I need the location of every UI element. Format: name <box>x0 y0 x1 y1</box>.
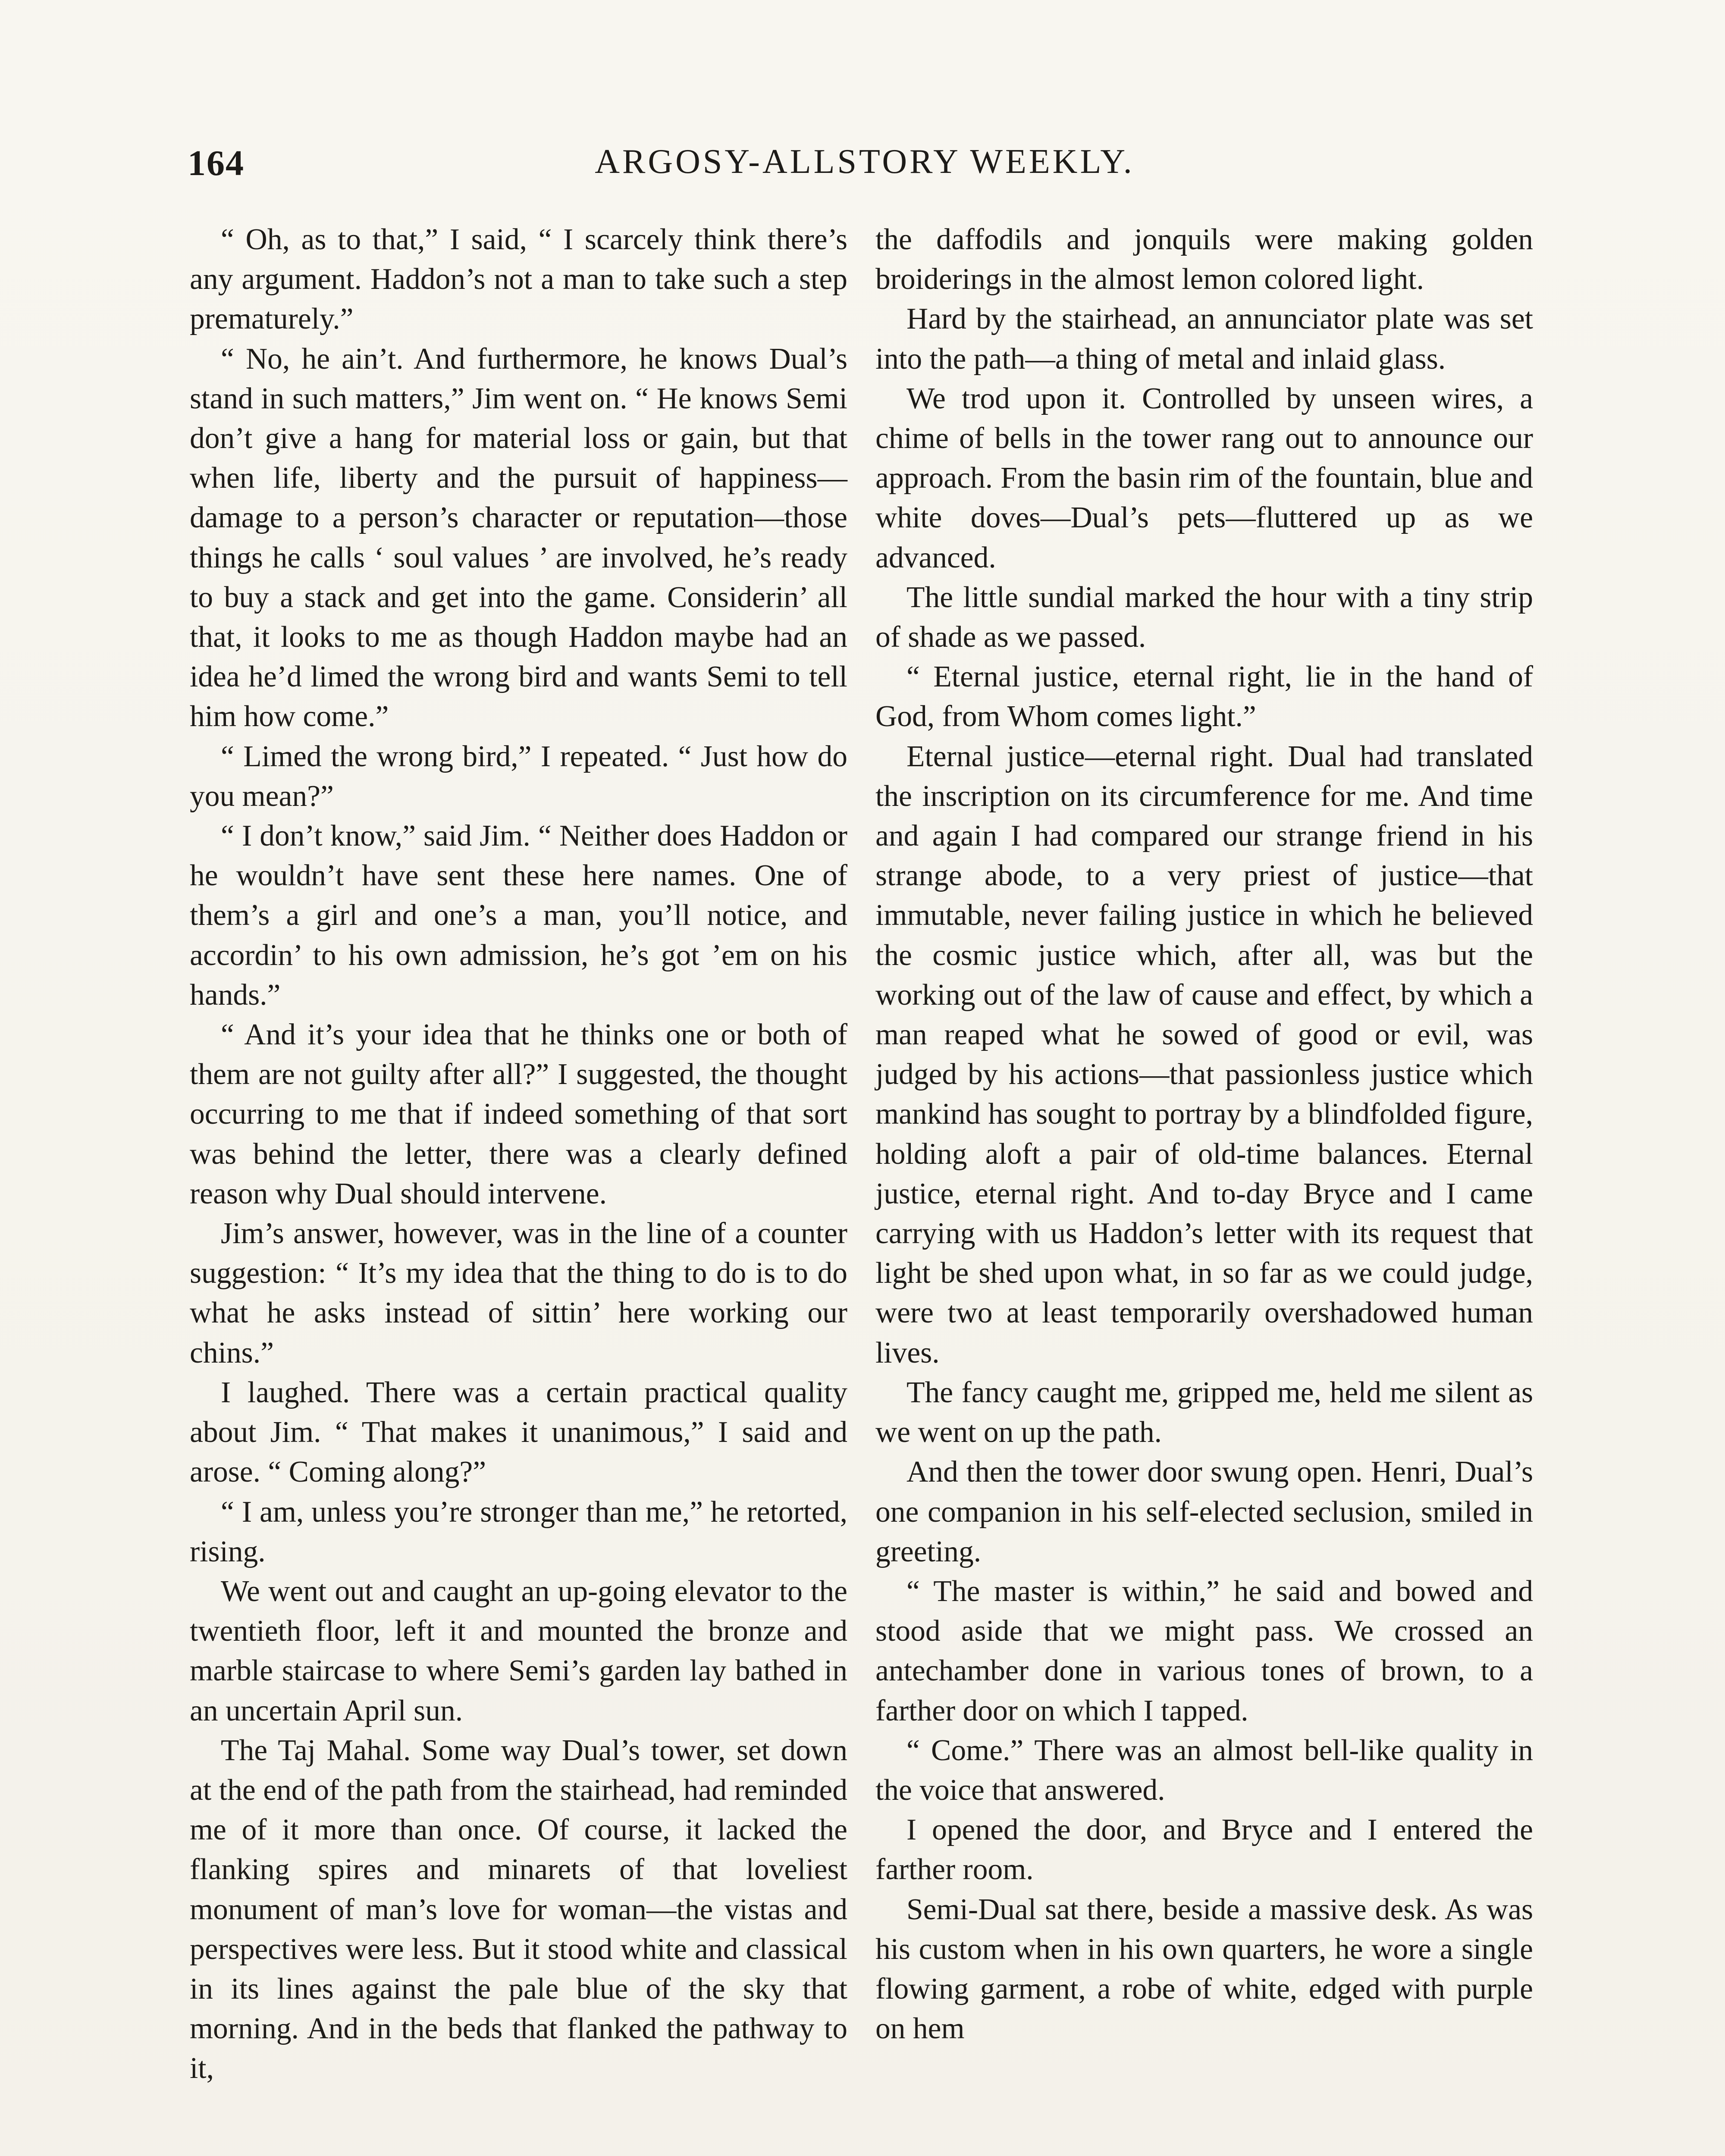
paragraph: Eternal justice—eternal right. Dual had translated the inscription on its circumference for me. And time and again I had compared our strange friend in his strange abode, to a very priest of justice—that immutable, never failing justice in which he believed the cosmic justice which, after all, was but the working out of the law of cause and effect, by which a man reaped what he sowed of good or evil, was judged by his actions—that passionless justice which mankind has sought to portray by a blindfolded figure, holding aloft a pair of old-time balances. Eternal justice, eternal right. And to-day Bryce and I came carrying with us Haddon’s letter with its request that light be shed upon what, in so far as we could judge, were two at least temporarily overshadowed human lives. <box>875 740 1533 1369</box>
paragraph: “ Come.” There was an almost bell-like quality in the voice that answered. <box>875 1733 1533 1807</box>
paragraph: “ No, he ain’t. And furthermore, he knows Dual’s stand in such matters,” Jim went on. “ He knows Semi don’t give a hang for material loss or gain, but that when life, liberty and the pursuit of happiness—damage to a person’s character or reputation—those things he calls ‘ soul values ’ are involved, he’s ready to buy a stack and get into the game. Considerin’ all that, it looks to me as though Haddon maybe had an idea he’d limed the wrong bird and wants Semi to tell him how come.” <box>190 342 847 733</box>
paragraph: The little sundial marked the hour with a tiny strip of shade as we passed. <box>875 580 1533 654</box>
paragraph: “ I don’t know,” said Jim. “ Neither does Haddon or he wouldn’t have sent these here names. One of them’s a girl and one’s a man, you’ll notice, and accordin’ to his own admission, he’s got ’em on his hands.” <box>190 819 847 1012</box>
paragraph: “ I am, unless you’re stronger than me,” he retorted, rising. <box>190 1495 847 1568</box>
paragraph: “ Limed the wrong bird,” I repeated. “ Just how do you mean?” <box>190 740 847 813</box>
paragraph: And then the tower door swung open. Henri, Dual’s one companion in his self-elected seclusion, smiled in greeting. <box>875 1455 1533 1568</box>
paragraph: “ Oh, as to that,” I said, “ I scarcely think there’s any argument. Haddon’s not a man to take such a step prematurely.” <box>190 223 847 336</box>
running-head: ARGOSY-ALLSTORY WEEKLY. <box>595 143 1135 181</box>
page-number: 164 <box>188 143 245 183</box>
paragraph: Hard by the stairhead, an annunciator plate was set into the path—a thing of metal and inlaid glass. <box>875 302 1533 376</box>
paragraph-continued: the daffodils and jonquils were making golden broiderings in the almost lemon colored light. <box>875 223 1533 296</box>
paragraph: We went out and caught an up-going elevator to the twentieth floor, left it and mounted the bronze and marble staircase to where Semi’s garden lay bathed in an uncertain April sun. <box>190 1574 847 1727</box>
paragraph: “ Eternal justice, eternal right, lie in the hand of God, from Whom comes light.” <box>875 660 1533 733</box>
page-header <box>188 142 1542 198</box>
paragraph: “ The master is within,” he said and bowed and stood aside that we might pass. We crossed an antechamber done in various tones of brown, to a farther door on which I tapped. <box>875 1574 1533 1727</box>
paragraph: I opened the door, and Bryce and I entered the farther room. <box>875 1813 1533 1887</box>
right-column <box>875 220 1533 2049</box>
paragraph: Semi-Dual sat there, beside a massive desk. As was his custom when in his own quarters, he wore a single flowing garment, a robe of white, edged with purple on hem <box>875 1893 1533 2046</box>
paragraph: Jim’s answer, however, was in the line of a counter suggestion: “ It’s my idea that the thing to do is to do what he asks instead of sittin’ here working our chins.” <box>190 1217 847 1369</box>
paragraph: The fancy caught me, gripped me, held me silent as we went on up the path. <box>875 1376 1533 1449</box>
paragraph: We trod upon it. Controlled by unseen wires, a chime of bells in the tower rang out to announce our approach. From the basin rim of the fountain, blue and white doves—Dual’s pets—fluttered up as we advanced. <box>875 382 1533 574</box>
paragraph: I laughed. There was a certain practical quality about Jim. “ That makes it unanimous,” I said and arose. “ Coming along?” <box>190 1376 847 1489</box>
paragraph: The Taj Mahal. Some way Dual’s tower, set down at the end of the path from the stairhead, had reminded me of it more than once. Of course, it lacked the flanking spires and minarets of that loveliest monument of man’s love for woman—the vistas and perspectives were less. But it stood white and classical in its lines against the pale blue of the sky that morning. And in the beds that flanked the pathway to it, <box>190 1733 847 2085</box>
paragraph: “ And it’s your idea that he thinks one or both of them are not guilty after all?” I suggested, the thought occurring to me that if indeed something of that sort was behind the letter, there was a clearly defined reason why Dual should intervene. <box>190 1018 847 1210</box>
left-column <box>190 220 847 2089</box>
